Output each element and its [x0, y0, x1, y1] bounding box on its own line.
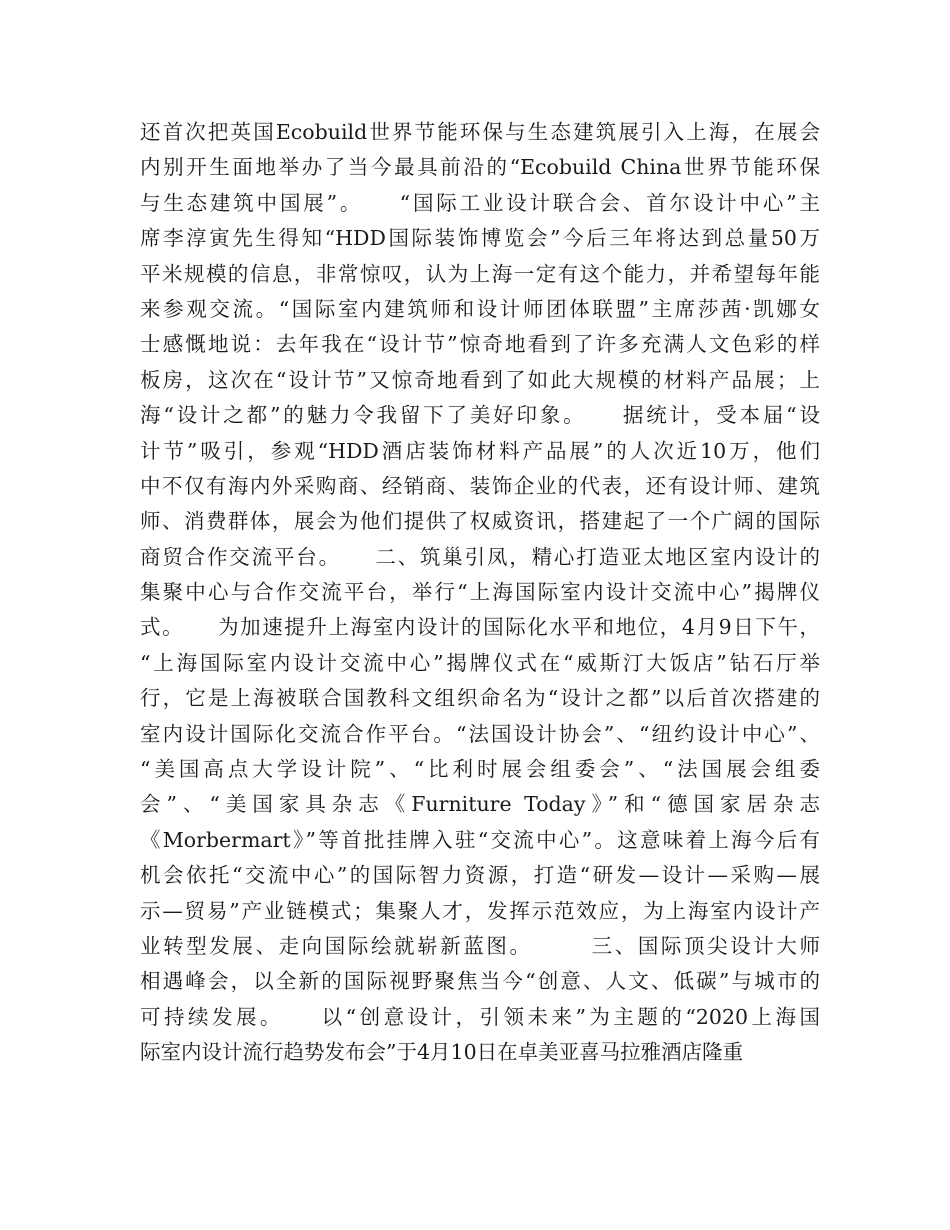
text-line: 际室内设计流行趋势发布会”于4月10日在卓美亚喜马拉雅酒店隆重: [140, 1040, 744, 1065]
text-line: 与生态建筑中国展”。 “国际工业设计联合会、首尔设计中心”主: [140, 190, 820, 215]
text-line: 《Morbermart》”等首批挂牌入驻“交流中心”。这意味着上海今后有: [140, 827, 820, 852]
text-line: “上海国际室内设计交流中心”揭牌仪式在“威斯汀大饭店”钻石厅举: [140, 650, 820, 675]
text-line: 机会依托“交流中心”的国际智力资源，打造“研发—设计—采购—展: [140, 863, 820, 888]
text-line: 室内设计国际化交流合作平台。“法国设计协会”、“纽约设计中心”、: [140, 721, 820, 746]
text-line: 可持续发展。 以“创意设计，引领未来”为主题的“2020上海国: [140, 1004, 820, 1029]
body-text: [140, 115, 820, 1071]
text-line: 业转型发展、走向国际绘就崭新蓝图。 三、国际顶尖设计大师: [140, 933, 820, 958]
text-line: 师、消费群体，展会为他们提供了权威资讯，搭建起了一个广阔的国际: [140, 509, 820, 534]
text-line: 内别开生面地举办了当今最具前沿的“Ecobuild China世界节能环保: [140, 155, 820, 180]
text-line: 海“设计之都”的魅力令我留下了美好印象。 据统计，受本届“设: [140, 403, 820, 428]
text-line: 板房，这次在“设计节”又惊奇地看到了如此大规模的材料产品展；上: [140, 367, 820, 392]
text-line: 计节”吸引，参观“HDD酒店装饰材料产品展”的人次近10万，他们: [140, 438, 820, 463]
text-line: 式。 为加速提升上海室内设计的国际化水平和地位，4月9日下午，: [140, 615, 820, 640]
text-line: 行，它是上海被联合国教科文组织命名为“设计之都”以后首次搭建的: [140, 686, 820, 711]
text-line: 会”、“美国家具杂志《Furniture Today》”和“德国家居杂志: [140, 792, 820, 817]
text-line: 中不仅有海内外采购商、经销商、装饰企业的代表，还有设计师、建筑: [140, 473, 820, 498]
text-line: 还首次把英国Ecobuild世界节能环保与生态建筑展引入上海，在展会: [140, 120, 820, 144]
text-line: “美国高点大学设计院”、“比利时展会组委会”、“法国展会组委: [140, 757, 820, 782]
text-line: 商贸合作交流平台。 二、筑巢引凤，精心打造亚太地区室内设计的: [140, 544, 820, 569]
text-line: 集聚中心与合作交流平台，举行“上海国际室内设计交流中心”揭牌仪: [140, 580, 820, 605]
text-line: 相遇峰会，以全新的国际视野聚焦当今“创意、人文、低碳”与城市的: [140, 969, 820, 994]
text-line: 示—贸易”产业链模式；集聚人才，发挥示范效应，为上海室内设计产: [140, 898, 820, 923]
text-line: 平米规模的信息，非常惊叹，认为上海一定有这个能力，并希望每年能: [140, 261, 820, 286]
text-line: 席李淳寅先生得知“HDD国际装饰博览会”今后三年将达到总量50万: [140, 226, 820, 251]
text-line: 士感慨地说：去年我在“设计节”惊奇地看到了许多充满人文色彩的样: [140, 332, 820, 357]
text-line: 来参观交流。“国际室内建筑师和设计师团体联盟”主席莎茜·凯娜女: [140, 296, 820, 321]
